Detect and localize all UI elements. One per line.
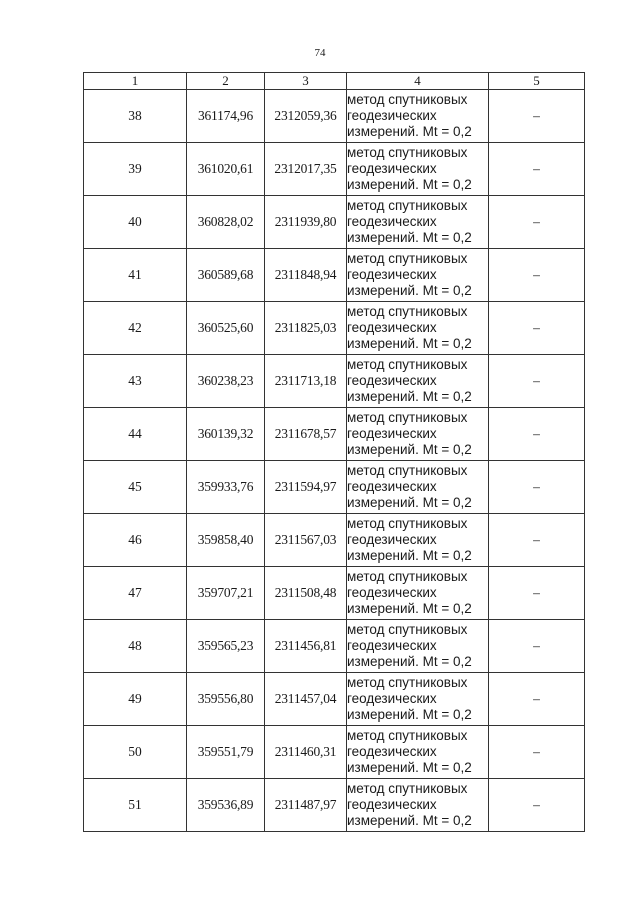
method-line: измерений. Mt = 0,2: [347, 813, 472, 828]
table-row: [84, 196, 585, 249]
table-row: [84, 355, 585, 408]
table-row: [84, 514, 585, 567]
method-line: измерений. Mt = 0,2: [347, 230, 472, 245]
method-line: геодезических: [347, 638, 437, 653]
table-row: [84, 408, 585, 461]
table-row: [84, 726, 585, 779]
column5-cell: –: [489, 567, 585, 620]
page-number: 74: [314, 47, 326, 59]
y-coordinate-cell: 2311457,04: [265, 673, 347, 726]
method-cell: [347, 143, 489, 196]
method-line: измерений. Mt = 0,2: [347, 124, 472, 139]
method-line: геодезических: [347, 108, 437, 123]
y-coordinate-cell: 2312017,35: [265, 143, 347, 196]
method-line: метод спутниковых: [347, 622, 468, 637]
method-cell: [347, 673, 489, 726]
table-row: [84, 143, 585, 196]
method-cell: [347, 90, 489, 143]
column5-cell: –: [489, 143, 585, 196]
y-coordinate-cell: 2311713,18: [265, 355, 347, 408]
table-row: [84, 461, 585, 514]
y-coordinate-cell: 2311825,03: [265, 302, 347, 355]
column5-cell: –: [489, 302, 585, 355]
table-row: [84, 673, 585, 726]
x-coordinate-cell: 359556,80: [187, 673, 265, 726]
method-line: измерений. Mt = 0,2: [347, 601, 472, 616]
point-number-cell: 41: [84, 249, 187, 302]
method-line: измерений. Mt = 0,2: [347, 495, 472, 510]
method-line: метод спутниковых: [347, 728, 468, 743]
point-number-cell: 50: [84, 726, 187, 779]
method-line: измерений. Mt = 0,2: [347, 760, 472, 775]
method-line: метод спутниковых: [347, 569, 468, 584]
point-number-cell: 39: [84, 143, 187, 196]
point-number-cell: 43: [84, 355, 187, 408]
coordinates-table: [83, 72, 585, 832]
column-header: 5: [489, 73, 585, 90]
column5-cell: –: [489, 620, 585, 673]
y-coordinate-cell: 2311939,80: [265, 196, 347, 249]
method-line: геодезических: [347, 479, 437, 494]
method-line: геодезических: [347, 797, 437, 812]
x-coordinate-cell: 360828,02: [187, 196, 265, 249]
method-line: метод спутниковых: [347, 304, 468, 319]
method-line: геодезических: [347, 320, 437, 335]
method-line: измерений. Mt = 0,2: [347, 283, 472, 298]
method-line: метод спутниковых: [347, 92, 468, 107]
point-number-cell: 51: [84, 779, 187, 832]
table-row: [84, 302, 585, 355]
point-number-cell: 40: [84, 196, 187, 249]
method-line: метод спутниковых: [347, 781, 468, 796]
table-row: [84, 620, 585, 673]
column-header: 4: [347, 73, 489, 90]
point-number-cell: 46: [84, 514, 187, 567]
method-line: геодезических: [347, 744, 437, 759]
method-line: метод спутниковых: [347, 410, 468, 425]
y-coordinate-cell: 2311460,31: [265, 726, 347, 779]
method-line: геодезических: [347, 532, 437, 547]
x-coordinate-cell: 360589,68: [187, 249, 265, 302]
x-coordinate-cell: 359707,21: [187, 567, 265, 620]
x-coordinate-cell: 361020,61: [187, 143, 265, 196]
method-cell: [347, 461, 489, 514]
table-row: [84, 90, 585, 143]
method-line: геодезических: [347, 691, 437, 706]
method-cell: [347, 620, 489, 673]
method-line: измерений. Mt = 0,2: [347, 548, 472, 563]
table-body: [84, 90, 585, 832]
method-line: геодезических: [347, 214, 437, 229]
method-cell: [347, 779, 489, 832]
method-line: метод спутниковых: [347, 198, 468, 213]
method-cell: [347, 514, 489, 567]
column5-cell: –: [489, 779, 585, 832]
point-number-cell: 47: [84, 567, 187, 620]
point-number-cell: 49: [84, 673, 187, 726]
point-number-cell: 42: [84, 302, 187, 355]
column5-cell: –: [489, 726, 585, 779]
y-coordinate-cell: 2311848,94: [265, 249, 347, 302]
column5-cell: –: [489, 461, 585, 514]
method-line: геодезических: [347, 161, 437, 176]
column-header: 2: [187, 73, 265, 90]
table-row: [84, 567, 585, 620]
method-line: измерений. Mt = 0,2: [347, 442, 472, 457]
column5-cell: –: [489, 408, 585, 461]
method-line: метод спутниковых: [347, 675, 468, 690]
method-line: измерений. Mt = 0,2: [347, 654, 472, 669]
method-cell: [347, 196, 489, 249]
table-row: [84, 779, 585, 832]
y-coordinate-cell: 2311678,57: [265, 408, 347, 461]
x-coordinate-cell: 360139,32: [187, 408, 265, 461]
y-coordinate-cell: 2312059,36: [265, 90, 347, 143]
x-coordinate-cell: 359551,79: [187, 726, 265, 779]
x-coordinate-cell: 360525,60: [187, 302, 265, 355]
method-line: метод спутниковых: [347, 463, 468, 478]
y-coordinate-cell: 2311508,48: [265, 567, 347, 620]
method-line: измерений. Mt = 0,2: [347, 336, 472, 351]
method-cell: [347, 249, 489, 302]
column5-cell: –: [489, 673, 585, 726]
column5-cell: –: [489, 196, 585, 249]
point-number-cell: 48: [84, 620, 187, 673]
y-coordinate-cell: 2311456,81: [265, 620, 347, 673]
method-line: измерений. Mt = 0,2: [347, 707, 472, 722]
method-line: геодезических: [347, 373, 437, 388]
table-header-row: [84, 73, 585, 90]
point-number-cell: 45: [84, 461, 187, 514]
x-coordinate-cell: 359536,89: [187, 779, 265, 832]
column5-cell: –: [489, 249, 585, 302]
method-line: измерений. Mt = 0,2: [347, 177, 472, 192]
column5-cell: –: [489, 355, 585, 408]
method-cell: [347, 302, 489, 355]
y-coordinate-cell: 2311567,03: [265, 514, 347, 567]
method-cell: [347, 355, 489, 408]
x-coordinate-cell: 359858,40: [187, 514, 265, 567]
method-cell: [347, 408, 489, 461]
method-line: геодезических: [347, 267, 437, 282]
table-row: [84, 249, 585, 302]
x-coordinate-cell: 359933,76: [187, 461, 265, 514]
method-line: геодезических: [347, 585, 437, 600]
method-cell: [347, 567, 489, 620]
method-cell: [347, 726, 489, 779]
y-coordinate-cell: 2311594,97: [265, 461, 347, 514]
method-line: метод спутниковых: [347, 357, 468, 372]
method-line: геодезических: [347, 426, 437, 441]
point-number-cell: 38: [84, 90, 187, 143]
column5-cell: –: [489, 514, 585, 567]
column5-cell: –: [489, 90, 585, 143]
column-header: 1: [84, 73, 187, 90]
method-line: метод спутниковых: [347, 145, 468, 160]
method-line: метод спутниковых: [347, 516, 468, 531]
x-coordinate-cell: 360238,23: [187, 355, 265, 408]
method-line: измерений. Mt = 0,2: [347, 389, 472, 404]
y-coordinate-cell: 2311487,97: [265, 779, 347, 832]
method-line: метод спутниковых: [347, 251, 468, 266]
x-coordinate-cell: 359565,23: [187, 620, 265, 673]
point-number-cell: 44: [84, 408, 187, 461]
column-header: 3: [265, 73, 347, 90]
x-coordinate-cell: 361174,96: [187, 90, 265, 143]
